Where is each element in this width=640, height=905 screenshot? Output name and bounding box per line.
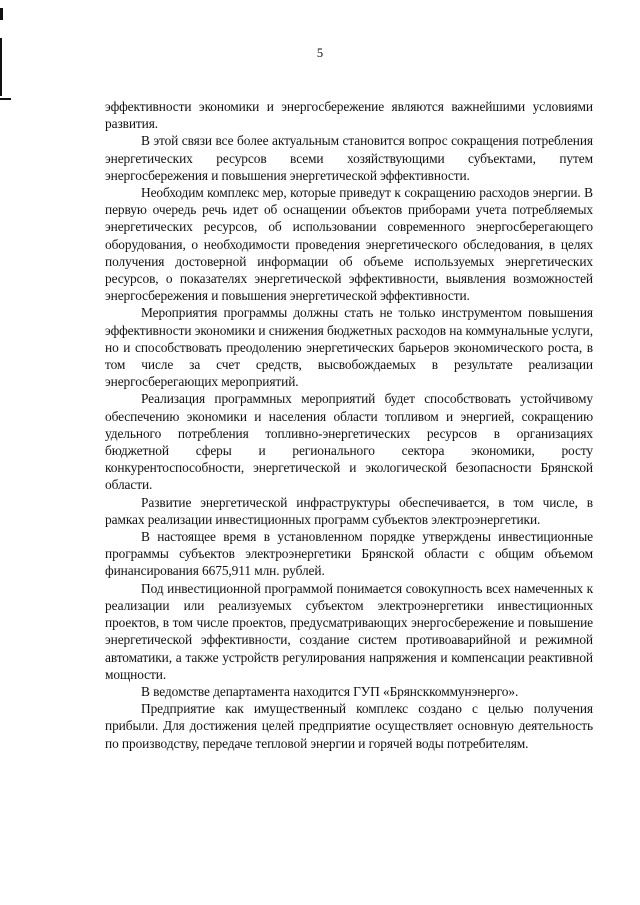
paragraph: Мероприятия программы должны стать не только инструментом повышения эффективности экономики и снижения бюджетных расходов на коммунальные услуги, но и способствовать преодолению энергетических барьеров экономического роста, в том числе за счет средств, высвобождаемых в результате реализации энергосберегающих мероприятий. [105,305,593,390]
paragraph: Необходим комплекс мер, которые приведут к сокращению расходов энергии. В первую очередь речь идет об оснащении объектов приборами учета потребляемых энергетических ресурсов, об использовании современного энергосберегающего оборудования, о необходимости проведения энергетического обследования, в целях получения достоверной информации об объеме используемых энергетических ресурсов, о показателях энергетической эффективности, выявления возможностей энергосбережения и повышения энергетической эффективности. [105,185,593,304]
paragraph: Реализация программных мероприятий будет способствовать устойчивому обеспечению экономики и населения области топливом и энергией, сокращению удельного потребления топливно-энергетических ресурсов в организациях бюджетной сферы и регионального сектора экономики, росту конкурентоспособности, энергетической и экологической безопасности Брянской области. [105,391,593,493]
scan-edge-mark-top [0,8,3,20]
paragraph: В этой связи все более актуальным становится вопрос сокращения потребления энергетических ресурсов всеми хозяйствующими субъектами, путем энергосбережения и повышения энергетической эффективности. [105,133,593,183]
page-number: 5 [316,46,324,60]
paragraph: эффективности экономики и энергосбережение являются важнейшими условиями развития. [105,99,593,132]
paragraph: Развитие энергетической инфраструктуры обеспечивается, в том числе, в рамках реализации инвестиционных программ субъектов электроэнергетики. [105,494,593,527]
paragraph: Предприятие как имущественный комплекс создано с целью получения прибыли. Для достижения целей предприятие осуществляет основную деятельность по производству, передаче тепловой энергии и горячей воды потребителям. [105,701,593,751]
paragraph: Под инвестиционной программой понимается совокупность всех намеченных к реализации или реализуемых субъектом электроэнергетики инвестиционных проектов, в том числе проектов, предусматривающих энергосбережение и повышение энергетической эффективности, создание систем противоаварийной и режимной автоматики, а также устройств регулирования напряжения и компенсации реактивной мощности. [105,580,593,682]
scan-edge-mark-bottom [0,98,11,100]
paragraph: В ведомстве департамента находится ГУП «Брянсккоммунэнерго». [141,683,519,699]
paragraph: В настоящее время в установленном порядке утверждены инвестиционные программы субъектов электроэнергетики Брянской области с общим объемом финансирования 6675,911 млн. рублей. [105,529,593,579]
document-body [105,98,593,752]
